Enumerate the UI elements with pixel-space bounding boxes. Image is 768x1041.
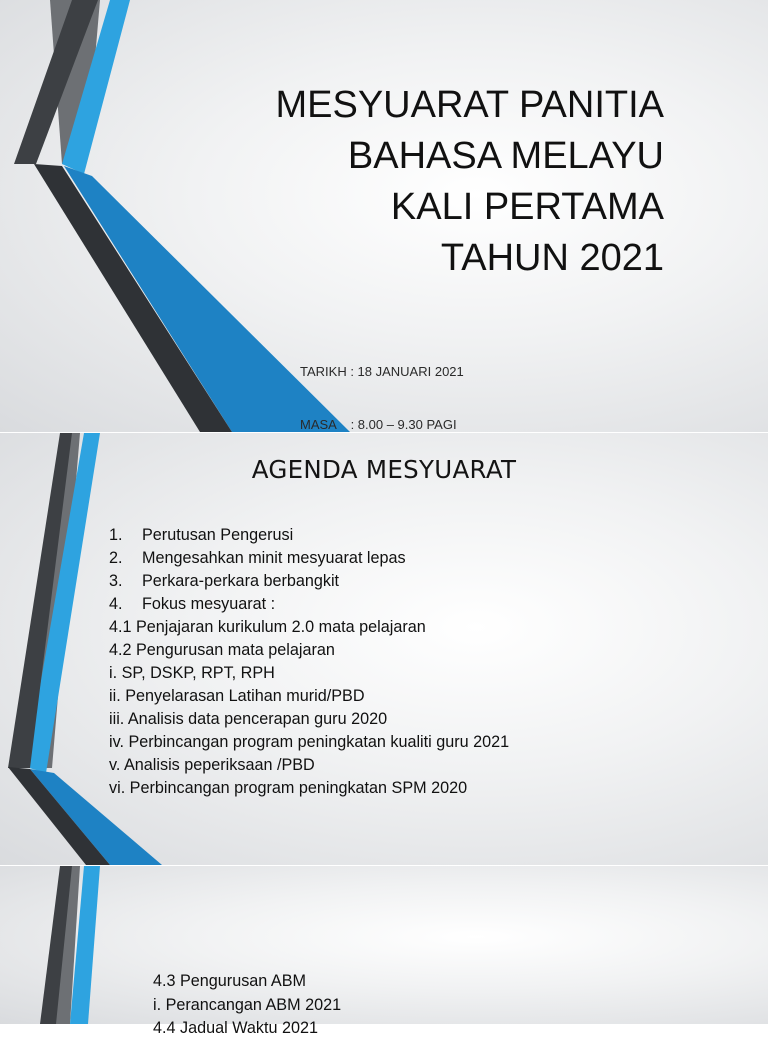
agenda-item: 1. Perutusan Pengerusi (109, 526, 294, 544)
stripe-decoration (0, 866, 768, 1024)
agenda-subitem: v. Analisis peperiksaan /PBD (109, 756, 315, 774)
agenda-item: 2. Mengesahkan minit mesyuarat lepas (109, 549, 406, 567)
list-item: i. Perancangan ABM 2021 (153, 995, 342, 1014)
agenda-subitem: 4.2 Pengurusan mata pelajaran (109, 641, 335, 659)
agenda-item: 4. Fokus mesyuarat : (109, 595, 276, 613)
agenda-subitem: iii. Analisis data pencerapan guru 2020 (109, 710, 388, 728)
agenda-subitem: vi. Perbincangan program peningkatan SPM 2020 (109, 779, 468, 797)
continuation-slide (0, 866, 768, 1024)
title-line: BAHASA MELAYU (347, 135, 664, 177)
info-date: TARIKH : 18 JANUARI 2021 (300, 364, 464, 379)
continuation-list (153, 970, 341, 1041)
agenda-item: 3. Perkara-perkara berbangkit (109, 572, 340, 590)
title-line: MESYUARAT PANITIA (275, 84, 664, 126)
agenda-subitem: iv. Perbincangan program peningkatan kualiti guru 2021 (109, 733, 510, 751)
slide1-title (160, 80, 664, 284)
agenda-list (109, 524, 549, 800)
list-item: 4.3 Pengurusan ABM (153, 972, 306, 990)
agenda-subitem: 4.1 Penjajaran kurikulum 2.0 mata pelajaran (109, 618, 426, 636)
title-line: KALI PERTAMA (390, 186, 664, 228)
agenda-subitem: ii. Penyelarasan Latihan murid/PBD (109, 687, 365, 705)
agenda-title: AGENDA MESYUARAT (251, 455, 517, 484)
info-time: MASA : 8.00 – 9.30 PAGI (300, 416, 457, 432)
agenda-subitem: i. SP, DSKP, RPT, RPH (109, 664, 275, 682)
list-item: 4.4 Jadual Waktu 2021 (153, 1019, 318, 1037)
title-slide (0, 0, 768, 432)
title-line: TAHUN 2021 (440, 237, 664, 279)
meeting-info (300, 328, 543, 432)
